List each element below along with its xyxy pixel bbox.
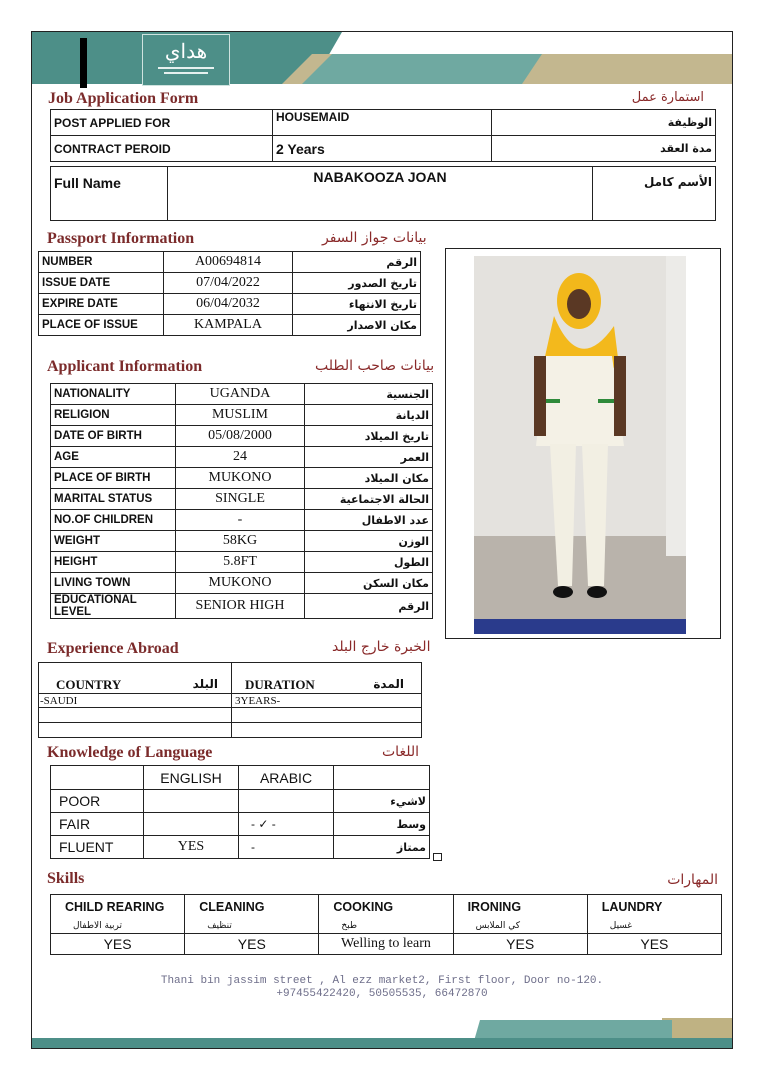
applicant-label: EDUCATIONAL LEVEL [51,594,176,619]
skill-name: LAUNDRY [587,895,721,920]
level-fluent-ar: ممتاز [334,836,430,859]
english-header: ENGLISH [144,766,239,790]
skill-value: YES [185,934,319,955]
skill-name: CHILD REARING [51,895,185,920]
language-section-title-ar: اللغات [382,744,419,760]
applicant-label-ar: الوزن [305,531,433,552]
applicant-row [51,468,433,489]
name-value: NABAKOOZA JOAN [168,167,593,221]
passport-section-title: Passport Information [47,230,195,247]
applicant-value: MUSLIM [176,405,305,426]
footer-band [32,1016,732,1048]
country-header-ar: البلد [192,677,218,691]
applicant-row [51,405,433,426]
applicant-value: 05/08/2000 [176,426,305,447]
passport-label-ar: تاريخ الانتهاء [293,294,421,315]
applicant-label-ar: عدد الاطفال [305,510,433,531]
contract-label-ar: مدة العقد [492,136,716,162]
passport-label: PLACE OF ISSUE [39,315,164,336]
skill-name: IRONING [453,895,587,920]
skill-value: YES [51,934,185,955]
experience-duration: 3YEARS- [232,694,422,708]
contract-value: 2 Years [273,136,492,162]
applicant-row [51,384,433,405]
passport-label-ar: تاريخ الصدور [293,273,421,294]
applicant-label: LIVING TOWN [51,573,176,594]
experience-section-title-ar: الخبرة خارج البلد [332,639,431,655]
job-table [50,109,716,162]
applicant-label: NO.OF CHILDREN [51,510,176,531]
skill-name-ar: كي الملابس [453,919,587,934]
skill-value: Welling to learn [319,934,453,955]
post-value: HOUSEMAID [273,110,492,136]
name-label-ar: الأسم كامل [593,167,716,221]
experience-section-title: Experience Abroad [47,640,179,657]
applicant-section-title: Applicant Information [47,358,203,375]
name-table [50,166,716,221]
language-table [50,765,430,859]
level-fair-ar: وسط [334,813,430,836]
applicant-label: HEIGHT [51,552,176,573]
applicant-row [51,573,433,594]
experience-country: -SAUDI [39,694,232,708]
applicant-label: DATE OF BIRTH [51,426,176,447]
applicant-value: 58KG [176,531,305,552]
applicant-label: AGE [51,447,176,468]
applicant-label-ar: مكان السكن [305,573,433,594]
applicant-label: MARITAL STATUS [51,489,176,510]
contract-label: CONTRACT PEROID [51,136,273,162]
passport-label: EXPIRE DATE [39,294,164,315]
applicant-label: WEIGHT [51,531,176,552]
passport-value: 07/04/2022 [164,273,293,294]
passport-value: A00694814 [164,252,293,273]
table-handle-icon [433,853,442,861]
applicant-label: NATIONALITY [51,384,176,405]
passport-value: KAMPALA [164,315,293,336]
skill-value: YES [587,934,721,955]
applicant-label-ar: تاريخ الميلاد [305,426,433,447]
level-fair: FAIR [51,813,144,836]
skill-name: COOKING [319,895,453,920]
company-logo [142,34,230,86]
application-form-page [31,31,733,1049]
country-header: COUNTRY [56,677,122,692]
passport-label-ar: الرقم [293,252,421,273]
applicant-value: MUKONO [176,468,305,489]
applicant-label-ar: الجنسية [305,384,433,405]
applicant-value: SINGLE [176,489,305,510]
passport-label-ar: مكان الاصدار [293,315,421,336]
applicant-value: SENIOR HIGH [176,594,305,619]
applicant-value: - [176,510,305,531]
applicant-label-ar: الطول [305,552,433,573]
level-poor-ar: لاشيء [334,790,430,813]
applicant-label-ar: العمر [305,447,433,468]
name-label: Full Name [51,167,168,221]
passport-row [39,273,421,294]
passport-value: 06/04/2032 [164,294,293,315]
poor-english [144,790,239,813]
applicant-row [51,531,433,552]
applicant-row [51,552,433,573]
poor-arabic [239,790,334,813]
applicant-label-ar: الحالة الاجتماعية [305,489,433,510]
applicant-row [51,489,433,510]
level-fluent: FLUENT [51,836,144,859]
arabic-header: ARABIC [239,766,334,790]
applicant-label: RELIGION [51,405,176,426]
skill-name-ar: تربية الاطفال [51,919,185,934]
skills-table [50,894,722,955]
experience-table [38,662,422,738]
applicant-photo-frame [445,248,721,639]
applicant-section-title-ar: بيانات صاحب الطلب [315,358,435,374]
applicant-table [50,383,433,619]
skills-section-title-ar: المهارات [667,872,718,888]
applicant-label-ar: الديانة [305,405,433,426]
applicant-row [51,594,433,619]
applicant-label: PLACE OF BIRTH [51,468,176,489]
passport-row [39,252,421,273]
passport-row [39,315,421,336]
passport-row [39,294,421,315]
passport-label: NUMBER [39,252,164,273]
skill-value: YES [453,934,587,955]
applicant-photo [474,256,686,634]
applicant-row [51,510,433,531]
logo-text: هداي [164,39,208,63]
footer-phones: +97455422420, 50505535, 66472870 [276,988,488,1000]
passport-section-title-ar: بيانات جواز السفر [322,230,427,246]
applicant-row [51,447,433,468]
skill-name-ar: تنظيف [185,919,319,934]
passport-label: ISSUE DATE [39,273,164,294]
post-label: POST APPLIED FOR [51,110,273,136]
level-poor: POOR [51,790,144,813]
fluent-arabic: - [239,836,334,859]
post-label-ar: الوظيفة [492,110,716,136]
applicant-value: 24 [176,447,305,468]
form-title-ar: استمارة عمل [631,90,704,105]
footer-contact [32,975,732,1001]
passport-table [38,251,421,336]
fair-arabic: - ✓ - [239,813,334,836]
duration-header-ar: المدة [373,677,404,691]
applicant-label-ar: الرقم [305,594,433,619]
footer-address: Thani bin jassim street , Al ezz market2, First floor, Door no-120. [160,975,604,987]
applicant-value: UGANDA [176,384,305,405]
skills-section-title: Skills [47,870,85,887]
language-section-title: Knowledge of Language [47,744,213,761]
skill-name: CLEANING [185,895,319,920]
skill-name-ar: غسيل [587,919,721,934]
applicant-value: MUKONO [176,573,305,594]
header-band [32,32,732,88]
form-title: Job Application Form [48,90,199,107]
applicant-label-ar: مكان الميلاد [305,468,433,489]
fluent-english: YES [144,836,239,859]
duration-header: DURATION [245,677,315,692]
fair-english [144,813,239,836]
applicant-row [51,426,433,447]
skill-name-ar: طبخ [319,919,453,934]
applicant-value: 5.8FT [176,552,305,573]
